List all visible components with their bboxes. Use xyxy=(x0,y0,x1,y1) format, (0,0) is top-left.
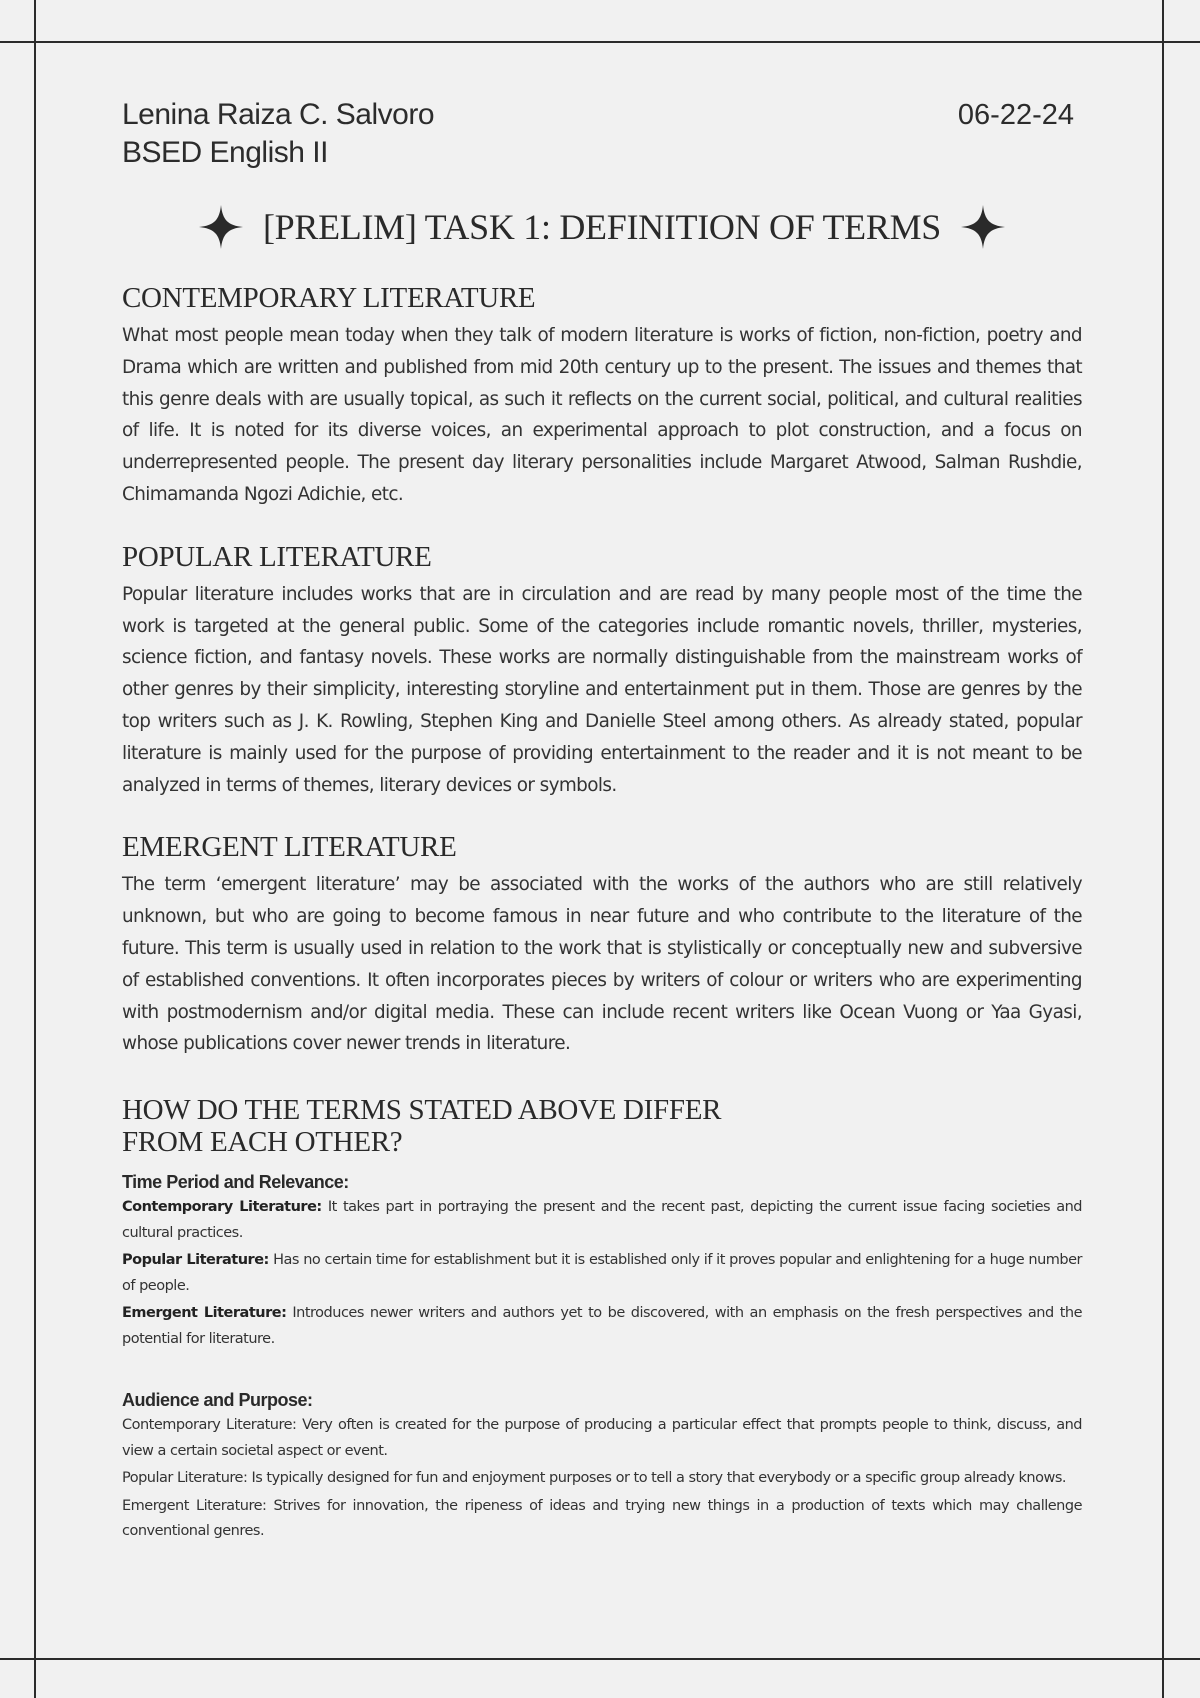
time-item-emergent xyxy=(122,1301,1082,1352)
sparkle-star-icon-left xyxy=(197,203,245,251)
section-heading: EMERGENT LITERATURE xyxy=(122,831,457,864)
comparison-heading-line1: HOW DO THE TERMS STATED ABOVE DIFFER xyxy=(122,1094,722,1127)
section-comparison xyxy=(122,1094,1082,1545)
comparison-heading xyxy=(122,1094,1082,1158)
section-body: The term ‘emergent literature’ may be associated with the works of the authors who are still relatively unknown, but who are going to become famous in near future and who contribute to the literature of the future. This term is usually used in relation to the work that is stylistically or conceptually new and subversive of established conventions. It often incorporates pieces by writers of colour or writers who are experimenting with postmodernism and/or digital media. These can include recent writers like Ocean Vuong or Yaa Gyasi, whose publications cover newer trends in literature. xyxy=(122,874,1082,1055)
student-name: Lenina Raiza C. Salvoro xyxy=(122,98,435,131)
comparison-heading-line2: FROM EACH OTHER? xyxy=(122,1126,403,1159)
left-border-line xyxy=(34,0,36,1698)
document-date: 06-22-24 xyxy=(957,99,1074,131)
time-item-popular xyxy=(122,1248,1082,1299)
student-course: BSED English II xyxy=(122,136,328,169)
item-text: Has no certain time for establishment but it is established only if it proves popular and enlightening for a huge number of people. xyxy=(122,1252,1082,1294)
time-item-contemporary xyxy=(122,1195,1082,1246)
item-text: It takes part in portraying the present and the recent past, depicting the current issue facing societies and cultural practices. xyxy=(122,1199,1082,1241)
item-label: Contemporary Literature: xyxy=(122,1199,322,1216)
title-row xyxy=(122,202,1082,252)
right-border-line xyxy=(1162,0,1164,1698)
item-label: Popular Literature: xyxy=(122,1252,269,1269)
document-content xyxy=(122,96,1082,1545)
top-border-line xyxy=(0,41,1200,43)
section-heading: CONTEMPORARY LITERATURE xyxy=(122,282,536,314)
item-label: Emergent Literature: xyxy=(122,1305,287,1322)
sparkle-star-icon-right xyxy=(959,203,1007,251)
audience-item-emergent: Emergent Literature: Strives for innovation, the ripeness of ideas and trying new things in a production of texts which may challenge conventional genres. xyxy=(122,1497,1082,1540)
audience-item-contemporary: Contemporary Literature: Very often is created for the purpose of producing a particular effect that prompts people to think, discuss, and view a certain societal aspect or event. xyxy=(122,1417,1082,1459)
section-heading: POPULAR LITERATURE xyxy=(122,540,432,573)
audience-purpose-heading: Audience and Purpose: xyxy=(122,1390,313,1411)
bottom-border-line xyxy=(0,1658,1200,1660)
document-header xyxy=(122,96,1082,180)
section-body: Popular literature includes works that are in circulation and are read by many people most of the time the work is targeted at the general public. Some of the categories include romantic novels, thriller, mysteries, science fiction, and fantasy novels. These works are normally distinguishable from the mainstream works of other genres by their simplicity, interesting storyline and entertainment put in them. Those are genres by the top writers such as J. K. Rowling, Stephen King and Danielle Steel among others. As already stated, popular literature is mainly used for the purpose of providing entertainment to the reader and it is not meant to be analyzed in terms of themes, literary devices or symbols. xyxy=(122,583,1082,796)
item-text: Introduces newer writers and authors yet to be discovered, with an emphasis on the fresh perspectives and the potential for literature. xyxy=(122,1305,1083,1347)
audience-item-popular: Popular Literature: Is typically designed for fun and enjoyment purposes or to tell a story that everybody or a specific group already knows. xyxy=(122,1470,1066,1487)
section-emergent-literature xyxy=(122,831,1082,1060)
time-period-heading: Time Period and Relevance: xyxy=(122,1172,349,1193)
section-popular-literature xyxy=(122,541,1082,802)
page-title: [PRELIM] TASK 1: DEFINITION OF TERMS xyxy=(262,207,942,247)
section-body: What most people mean today when they talk of modern literature is works of fiction, non-fiction, poetry and Drama which are written and published from mid 20th century up to the present. The issues and themes that this genre deals with are usually topical, as such it reflects on the current social, political, and cultural realities of life. It is noted for its diverse voices, an experimental approach to plot construction, and a focus on underrepresented people. The present day literary personalities include Margaret Atwood, Salman Rushdie, Chimamanda Ngozi Adichie, etc. xyxy=(122,325,1082,505)
section-contemporary-literature xyxy=(122,282,1082,511)
